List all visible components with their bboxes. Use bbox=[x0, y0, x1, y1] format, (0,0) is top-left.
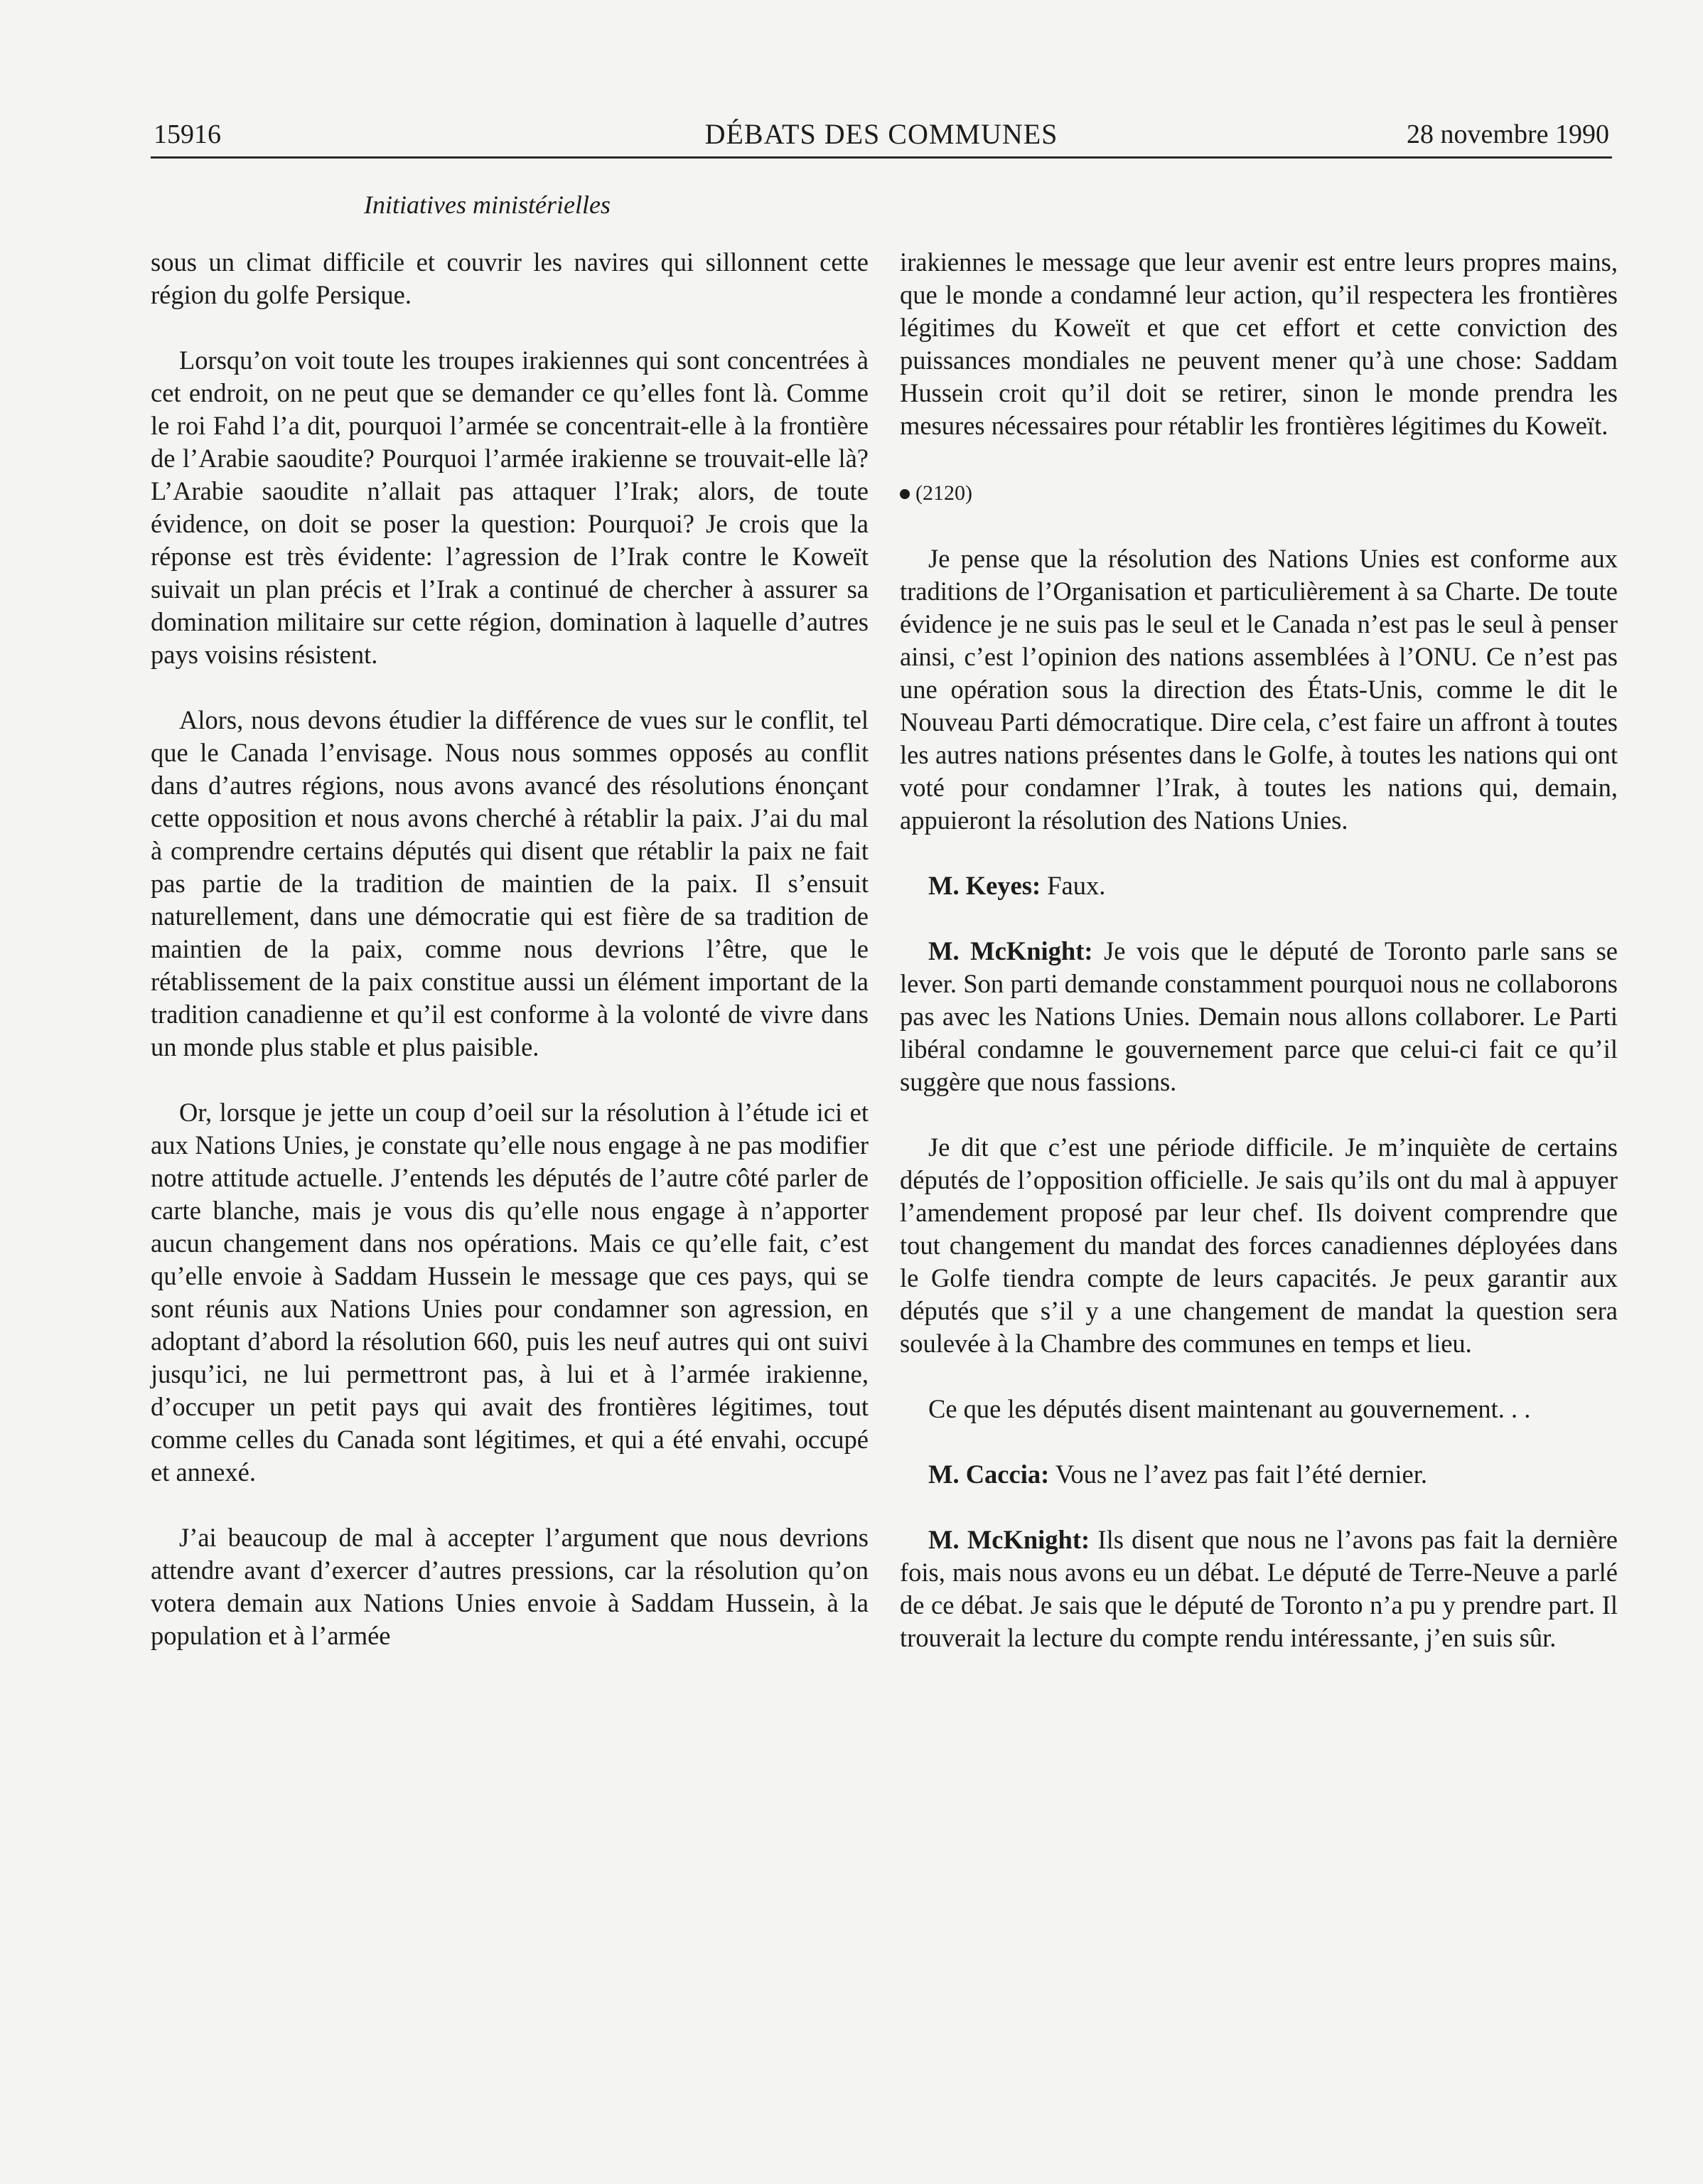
speaker-name: M. Caccia: bbox=[928, 1460, 1050, 1489]
paragraph: Or, lorsque je jette un coup d’oeil sur la résolution à l’étude ici et aux Nations Unies, je constate qu’elle nous engage à ne pas modifier notre attitude actuelle. J’entends les députés de l’autre côté parler de carte blanche, mais je vous dis qu’elle nous engage à n’apporter aucun changement dans nos opérations. Mais ce qu’elle fait, c’est qu’elle envoie à Saddam Hussein le message que ces pays, qui se sont réunis aux Nations Unies pour condamner son agression, en adoptant d’abord la résolution 660, puis les neuf autres qui ont suivi jusqu’ici, ne lui permettront pas, à lui et à l’armée irakienne, d’occuper un petit pays qui avait des frontières légitimes, tout comme celles du Canada sont légitimes, et qui a été envahi, occupé et annexé. bbox=[151, 1098, 869, 1487]
section-label: Initiatives ministérielles bbox=[364, 191, 611, 219]
speech bbox=[900, 1458, 1618, 1491]
paragraph: irakiennes le message que leur avenir est entre leurs propres mains, que le monde a condamné leur action, qu’il respectera les frontières légitimes du Koweït et que cet effort et cette conviction des puissances mondiales ne peuvent mener qu’à une chose: Saddam Hussein croit qu’il doit se retirer, sinon le monde prendra les mesures nécessaires pour rétablir les frontières légitimes du Koweït. bbox=[900, 247, 1618, 440]
speaker-name: M. Keyes: bbox=[928, 871, 1041, 900]
speech-text: Ils disent que nous ne l’avons pas fait la dernière fois, mais nous avons eu un débat. Le député de Terre-Neuve a parlé de ce débat. Je sais que le député de Toronto n’a pu y prendre part. Il trouverait la lecture du compte rendu intéressante, j’en suis sûr. bbox=[900, 1525, 1618, 1652]
speech-text: Faux. bbox=[1041, 871, 1106, 900]
speech bbox=[900, 1524, 1618, 1654]
speech-text: Vous ne l’avez pas fait l’été dernier. bbox=[1049, 1460, 1428, 1489]
left-column bbox=[151, 246, 869, 1685]
time-marker bbox=[900, 475, 1618, 510]
time-marker-label: (2120) bbox=[915, 481, 972, 505]
speech-text: Je vois que le député de Toronto parle sans se lever. Son parti demande constamment pourquoi nous ne collaborons pas avec les Nations Unies. Demain nous allons collaborer. Le Parti libéral condamne le gouvernement parce que celui-ci fait ce qu’il suggère que nous fassions. bbox=[900, 936, 1618, 1096]
speech bbox=[900, 869, 1618, 902]
paragraph: J’ai beaucoup de mal à accepter l’argument que nous devrions attendre avant d’exercer d’autres pressions, car la résolution qu’on votera demain aux Nations Unies envoie à Saddam Hussein, à la population et à l’armée bbox=[151, 1523, 869, 1650]
right-column bbox=[900, 246, 1618, 1687]
paragraph: Ce que les députés disent maintenant au gouvernement. . . bbox=[928, 1394, 1531, 1423]
paragraph: sous un climat difficile et couvrir les navires qui sillonnent cette région du golfe Persique. bbox=[151, 247, 869, 309]
paragraph: Alors, nous devons étudier la différence de vues sur le conflit, tel que le Canada l’envisage. Nous nous sommes opposés au conflit dans d’autres régions, nous avons avancé des résolutions énonçant cette opposition et nous avons cherché à rétablir la paix. J’ai du mal à comprendre certains députés qui disent que rétablir la paix ne fait pas partie de la tradition de maintien de la paix. Il s’ensuit naturellement, dans une démocratie qui est fière de sa tradition de maintien de la paix, comme nous devrions l’être, que le rétablissement de la paix constitue aussi un élément important de la tradition canadienne et qu’il est conforme à la volonté de vivre dans un monde plus stable et plus paisible. bbox=[151, 705, 869, 1061]
page-header bbox=[151, 114, 1612, 159]
publication-date: 28 novembre 1990 bbox=[1407, 119, 1609, 149]
bullet-icon bbox=[900, 489, 910, 499]
paragraph: Je pense que la résolution des Nations Unies est conforme aux traditions de l’Organisation et particulièrement à sa Charte. De toute évidence je ne suis pas le seul et le Canada n’est pas le seul à penser ainsi, c’est l’opinion des nations assemblées à l’ONU. Ce n’est pas une opération sous la direction des États-Unis, comme le dit le Nouveau Parti démocratique. Dire cela, c’est faire un affront à toutes les autres nations présentes dans le Golfe, à toutes les nations qui ont voté pour condamner l’Irak, à toutes les nations qui, demain, appuieront la résolution des Nations Unies. bbox=[900, 544, 1618, 835]
speaker-name: M. McKnight: bbox=[928, 1525, 1090, 1554]
page-number: 15916 bbox=[154, 119, 221, 149]
speaker-name: M. McKnight: bbox=[928, 936, 1093, 965]
publication-title: DÉBATS DES COMMUNES bbox=[704, 118, 1058, 150]
paragraph: Je dit que c’est une période difficile. Je m’inquiète de certains députés de l’opposition officielle. Je sais qu’ils ont du mal à appuyer l’amendement proposé par leur chef. Ils doivent comprendre que tout changement du mandat des forces canadiennes déployées dans le Golfe tiendra compte de leurs capacités. Je peux garantir aux députés que s’il y a une changement de mandat la question sera soulevée à la Chambre des communes en temps et lieu. bbox=[900, 1133, 1618, 1358]
paragraph: Lorsqu’on voit toute les troupes irakiennes qui sont concentrées à cet endroit, on ne peut que se demander ce qu’elles font là. Comme le roi Fahd l’a dit, pourquoi l’armée se concentrait-elle à la frontière de l’Arabie saoudite? Pourquoi l’armée irakienne se trouvait-elle là? L’Arabie saoudite n’allait pas attaquer l’Irak; alors, de toute évidence, on doit se poser la question: Pourquoi? Je crois que la réponse est très évidente: l’agression de l’Irak contre le Koweït suivait un plan précis et l’Irak a continué de chercher à assurer sa domination militaire sur cette région, domination à laquelle d’autres pays voisins résistent. bbox=[151, 346, 869, 669]
speech bbox=[900, 935, 1618, 1098]
